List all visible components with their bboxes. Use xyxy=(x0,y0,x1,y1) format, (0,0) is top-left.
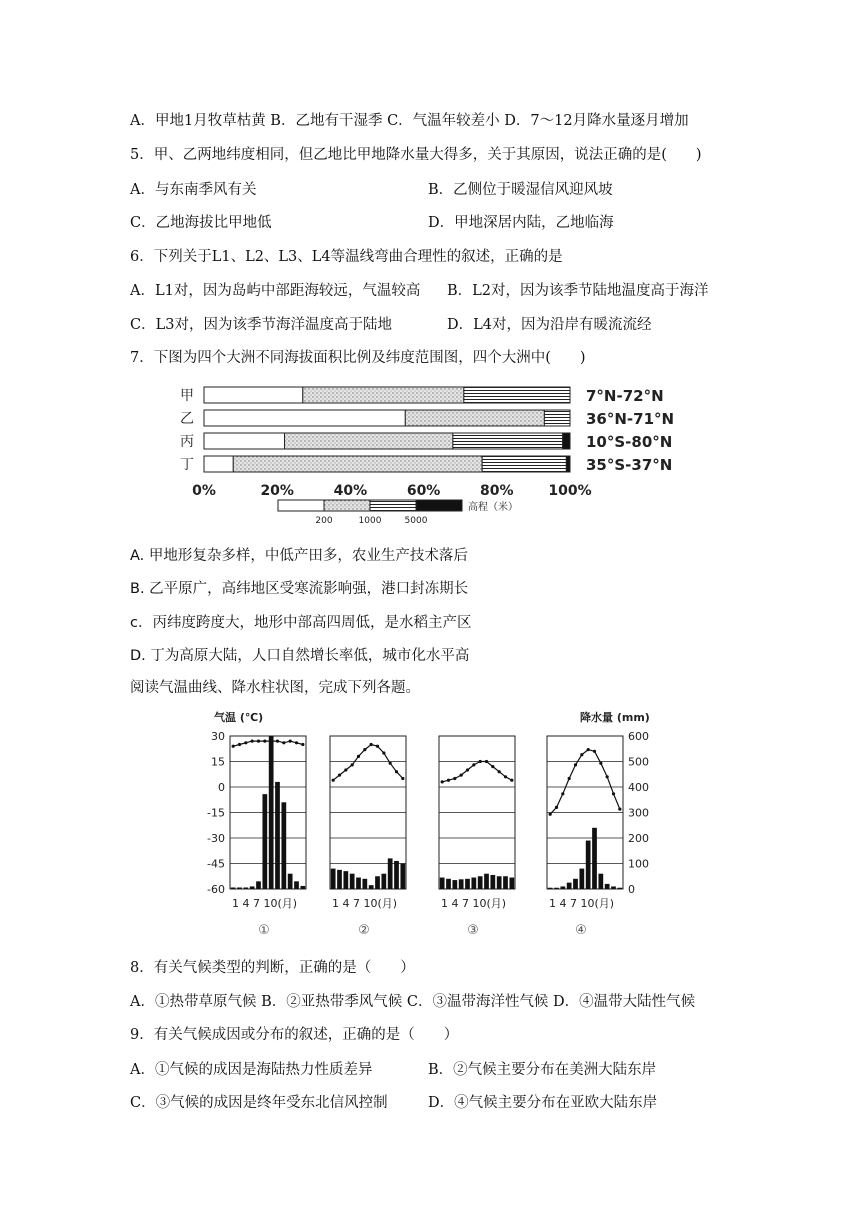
q6-option-d: D．L4对，因为沿岸有暖流流经 xyxy=(447,317,652,333)
temp-tick: -45 xyxy=(207,857,225,871)
panel-label: ② xyxy=(358,923,370,938)
q5-option-d: D．甲地深居内陆，乙地临海 xyxy=(428,215,614,231)
temp-point xyxy=(485,760,488,763)
legend-swatch xyxy=(278,500,324,511)
temp-point xyxy=(447,779,450,782)
precip-bar xyxy=(243,887,248,889)
precip-bar xyxy=(262,794,267,889)
precip-bar xyxy=(250,886,255,889)
precip-bar xyxy=(509,878,514,889)
temp-point xyxy=(282,741,285,744)
precip-bar xyxy=(605,884,610,889)
bar-segment xyxy=(544,410,570,426)
month-axis: 1 4 7 10(月) xyxy=(441,897,507,910)
precip-bar xyxy=(567,883,572,889)
climate-panel xyxy=(330,736,406,938)
bar-segment xyxy=(405,410,544,426)
bar-row-label: 甲 xyxy=(180,388,194,404)
bar-segment xyxy=(563,433,570,449)
temp-point xyxy=(561,792,564,795)
precip-tick: 100 xyxy=(628,857,649,871)
precip-bar xyxy=(394,861,399,889)
q9-option-c: C．③气候的成因是终年受东北信风控制 xyxy=(130,1095,388,1111)
precip-bar xyxy=(446,879,451,889)
temp-point xyxy=(344,768,347,771)
bar-segment xyxy=(482,456,566,472)
precip-bar xyxy=(350,874,355,889)
bar-segment xyxy=(566,456,570,472)
precip-bar xyxy=(294,881,299,889)
temp-point xyxy=(453,777,456,780)
precip-tick: 300 xyxy=(628,806,649,820)
temp-point xyxy=(574,763,577,766)
temp-tick: -15 xyxy=(207,806,225,820)
temp-point xyxy=(580,753,583,756)
temp-point xyxy=(270,740,273,743)
q8-stem: 8．有关气候类型的判断，正确的是（ ） xyxy=(130,960,415,976)
climate-panel xyxy=(547,736,623,938)
temp-point xyxy=(510,779,513,782)
temp-point xyxy=(357,755,360,758)
precip-bar xyxy=(256,881,261,889)
precip-bar xyxy=(592,828,597,889)
precip-bar xyxy=(440,878,445,889)
climate-panel xyxy=(230,736,306,938)
bar-row-latitude: 7°N-72°N xyxy=(586,387,664,405)
precip-bar xyxy=(503,876,508,889)
temp-point xyxy=(232,745,235,748)
temp-point xyxy=(504,775,507,778)
bar-row-latitude: 10°S-80°N xyxy=(586,433,673,451)
precip-bar xyxy=(331,869,336,889)
temp-point xyxy=(363,748,366,751)
temp-point xyxy=(401,777,404,780)
precip-axis-label: 降水量 (mm) xyxy=(580,711,650,724)
precip-bar xyxy=(388,858,393,889)
q7-option-b: B. 乙平原广，高纬地区受寒流影响强，港口封冻期长 xyxy=(130,581,469,597)
precip-bar xyxy=(478,876,483,889)
temp-tick: 15 xyxy=(211,755,225,769)
bar-row-latitude: 35°S-37°N xyxy=(586,456,673,474)
temp-point xyxy=(338,774,341,777)
precip-bar xyxy=(560,886,565,889)
temp-point xyxy=(332,779,335,782)
bar-segment xyxy=(453,433,563,449)
precip-bar xyxy=(490,875,495,889)
precip-bar xyxy=(337,870,342,889)
precip-tick: 0 xyxy=(628,883,635,896)
legend-swatch xyxy=(416,500,462,511)
bar-segment xyxy=(204,456,233,472)
climate-panel xyxy=(439,736,515,938)
temp-point xyxy=(251,740,254,743)
climate-charts xyxy=(200,708,660,946)
precip-bar xyxy=(548,888,553,889)
month-axis: 1 4 7 10(月) xyxy=(232,897,298,910)
legend-swatch xyxy=(324,500,370,511)
bar-segment xyxy=(204,410,405,426)
precip-bar xyxy=(288,874,293,889)
temp-point xyxy=(555,806,558,809)
elevation-bar-chart xyxy=(180,380,700,526)
q9-option-b: B．②气候主要分布在美洲大陆东岸 xyxy=(428,1062,657,1078)
bar-x-tick: 40% xyxy=(333,483,368,499)
temp-point xyxy=(593,750,596,753)
q9-option-a: A．①气候的成因是海陆热力性质差异 xyxy=(130,1062,373,1078)
precip-bar xyxy=(497,876,502,889)
precip-bar xyxy=(362,879,367,889)
temp-tick: 0 xyxy=(218,781,225,794)
q9-option-d: D．④气候主要分布在亚欧大陆东岸 xyxy=(428,1095,658,1111)
temp-point xyxy=(382,751,385,754)
precip-bar xyxy=(579,869,584,889)
q7-option-d: D. 丁为高原大陆，人口自然增长率低，城市化水平高 xyxy=(130,648,470,664)
bar-segment xyxy=(303,387,464,403)
temp-tick: 30 xyxy=(211,730,225,743)
precip-bar xyxy=(300,886,305,889)
precip-bar xyxy=(471,878,476,889)
panel-label: ③ xyxy=(467,923,479,938)
precip-bar xyxy=(452,880,457,889)
bar-segment xyxy=(233,456,482,472)
precip-bar xyxy=(275,782,280,889)
temp-point xyxy=(568,777,571,780)
precip-bar xyxy=(375,876,380,889)
precip-bar xyxy=(281,802,286,889)
precip-bar xyxy=(237,887,242,889)
bar-row-label: 丙 xyxy=(180,434,194,450)
bar-row-latitude: 36°N-71°N xyxy=(586,410,675,428)
temp-point xyxy=(441,780,444,783)
temp-point xyxy=(606,775,609,778)
q4-options: A．甲地1月牧草枯黄 B．乙地有干湿季 C．气温年较差小 D．7～12月降水量逐月增加 xyxy=(130,113,689,129)
temp-point xyxy=(466,768,469,771)
precip-bar xyxy=(400,864,405,890)
q6-option-a: A．L1对，因为岛屿中部距海较远，气温较高 xyxy=(130,283,421,299)
precip-bar xyxy=(381,874,386,889)
q7-option-a: A. 甲地形复杂多样，中低产田多，农业生产技术落后 xyxy=(130,548,468,564)
precip-tick: 400 xyxy=(628,781,649,794)
bar-segment xyxy=(464,387,570,403)
temp-point xyxy=(389,762,392,765)
precip-bar xyxy=(586,841,591,889)
temp-point xyxy=(370,743,373,746)
temp-point xyxy=(472,763,475,766)
bar-x-tick: 0% xyxy=(192,483,216,499)
precip-bar xyxy=(343,871,348,889)
temp-point xyxy=(549,813,552,816)
bar-x-tick: 100% xyxy=(548,483,592,499)
reading-intro: 阅读气温曲线、降水柱状图，完成下列各题。 xyxy=(130,680,420,696)
temp-point xyxy=(289,740,292,743)
precip-bar xyxy=(611,886,616,889)
q7-stem: 7．下图为四个大洲不同海拔面积比例及纬度范围图，四个大洲中( ) xyxy=(130,350,586,366)
temp-point xyxy=(351,763,354,766)
precip-bar xyxy=(484,874,489,889)
temp-point xyxy=(257,740,260,743)
panel-label: ④ xyxy=(575,923,587,938)
legend-swatch xyxy=(370,500,416,511)
precip-bar xyxy=(231,887,236,889)
temp-point xyxy=(618,808,621,811)
precip-bar xyxy=(554,888,559,889)
temp-point xyxy=(587,748,590,751)
temp-tick: -60 xyxy=(207,883,225,896)
temp-point xyxy=(238,743,241,746)
month-axis: 1 4 7 10(月) xyxy=(332,897,398,910)
precip-bar xyxy=(269,736,274,889)
q6-stem: 6．下列关于L1、L2、L3、L4等温线弯曲合理性的叙述，正确的是 xyxy=(130,249,563,265)
bar-x-tick: 60% xyxy=(406,483,441,499)
temp-point xyxy=(263,740,266,743)
temp-point xyxy=(498,770,501,773)
legend-label: 高程（米） xyxy=(468,502,518,513)
temp-point xyxy=(295,741,298,744)
temp-axis-label: 气温 (℃) xyxy=(214,711,264,724)
temp-point xyxy=(276,740,279,743)
precip-bar xyxy=(459,879,464,889)
temp-point xyxy=(376,745,379,748)
temp-point xyxy=(301,743,304,746)
q6-option-c: C．L3对，因为该季节海洋温度高于陆地 xyxy=(130,317,392,333)
q7-option-c: c．丙纬度跨度大，地形中部高四周低，是水稻主产区 xyxy=(130,615,472,631)
temp-point xyxy=(244,741,247,744)
q9-stem: 9．有关气候成因或分布的叙述，正确的是（ ） xyxy=(130,1027,459,1043)
panel-label: ① xyxy=(258,923,270,938)
bar-x-tick: 80% xyxy=(480,483,514,499)
precip-tick: 200 xyxy=(628,832,649,845)
bar-row-label: 乙 xyxy=(180,411,194,427)
bar-segment xyxy=(204,387,303,403)
precip-bar xyxy=(369,885,374,889)
legend-value: 5000 xyxy=(404,516,428,526)
precip-bar xyxy=(573,879,578,889)
temp-point xyxy=(479,760,482,763)
temp-point xyxy=(491,765,494,768)
q5-stem: 5．甲、乙两地纬度相同，但乙地比甲地降水量大得多，关于其原因，说法正确的是( ) xyxy=(130,147,702,163)
precip-bar xyxy=(617,888,622,889)
temp-tick: -30 xyxy=(207,832,225,845)
legend-value: 200 xyxy=(315,516,333,526)
bar-row-label: 丁 xyxy=(180,457,194,473)
bar-x-tick: 20% xyxy=(260,483,294,499)
precip-bar xyxy=(356,878,361,889)
legend-value: 1000 xyxy=(358,516,382,526)
bar-segment xyxy=(285,433,453,449)
q5-option-c: C．乙地海拔比甲地低 xyxy=(130,215,272,231)
temp-point xyxy=(612,792,615,795)
precip-tick: 500 xyxy=(628,755,649,769)
q6-option-b: B．L2对，因为该季节陆地温度高于海洋 xyxy=(447,283,709,299)
temp-point xyxy=(460,774,463,777)
temp-point xyxy=(395,770,398,773)
bar-segment xyxy=(204,433,285,449)
q8-options: A．①热带草原气候 B．②亚热带季风气候 C．③温带海洋性气候 D．④温带大陆性气候 xyxy=(130,994,696,1010)
q5-option-a: A．与东南季风有关 xyxy=(130,182,257,198)
temp-point xyxy=(599,762,602,765)
month-axis: 1 4 7 10(月) xyxy=(549,897,615,910)
precip-bar xyxy=(598,874,603,889)
q5-option-b: B．乙侧位于暖湿信风迎风坡 xyxy=(428,182,613,198)
precip-tick: 600 xyxy=(628,730,649,743)
precip-bar xyxy=(465,879,470,889)
